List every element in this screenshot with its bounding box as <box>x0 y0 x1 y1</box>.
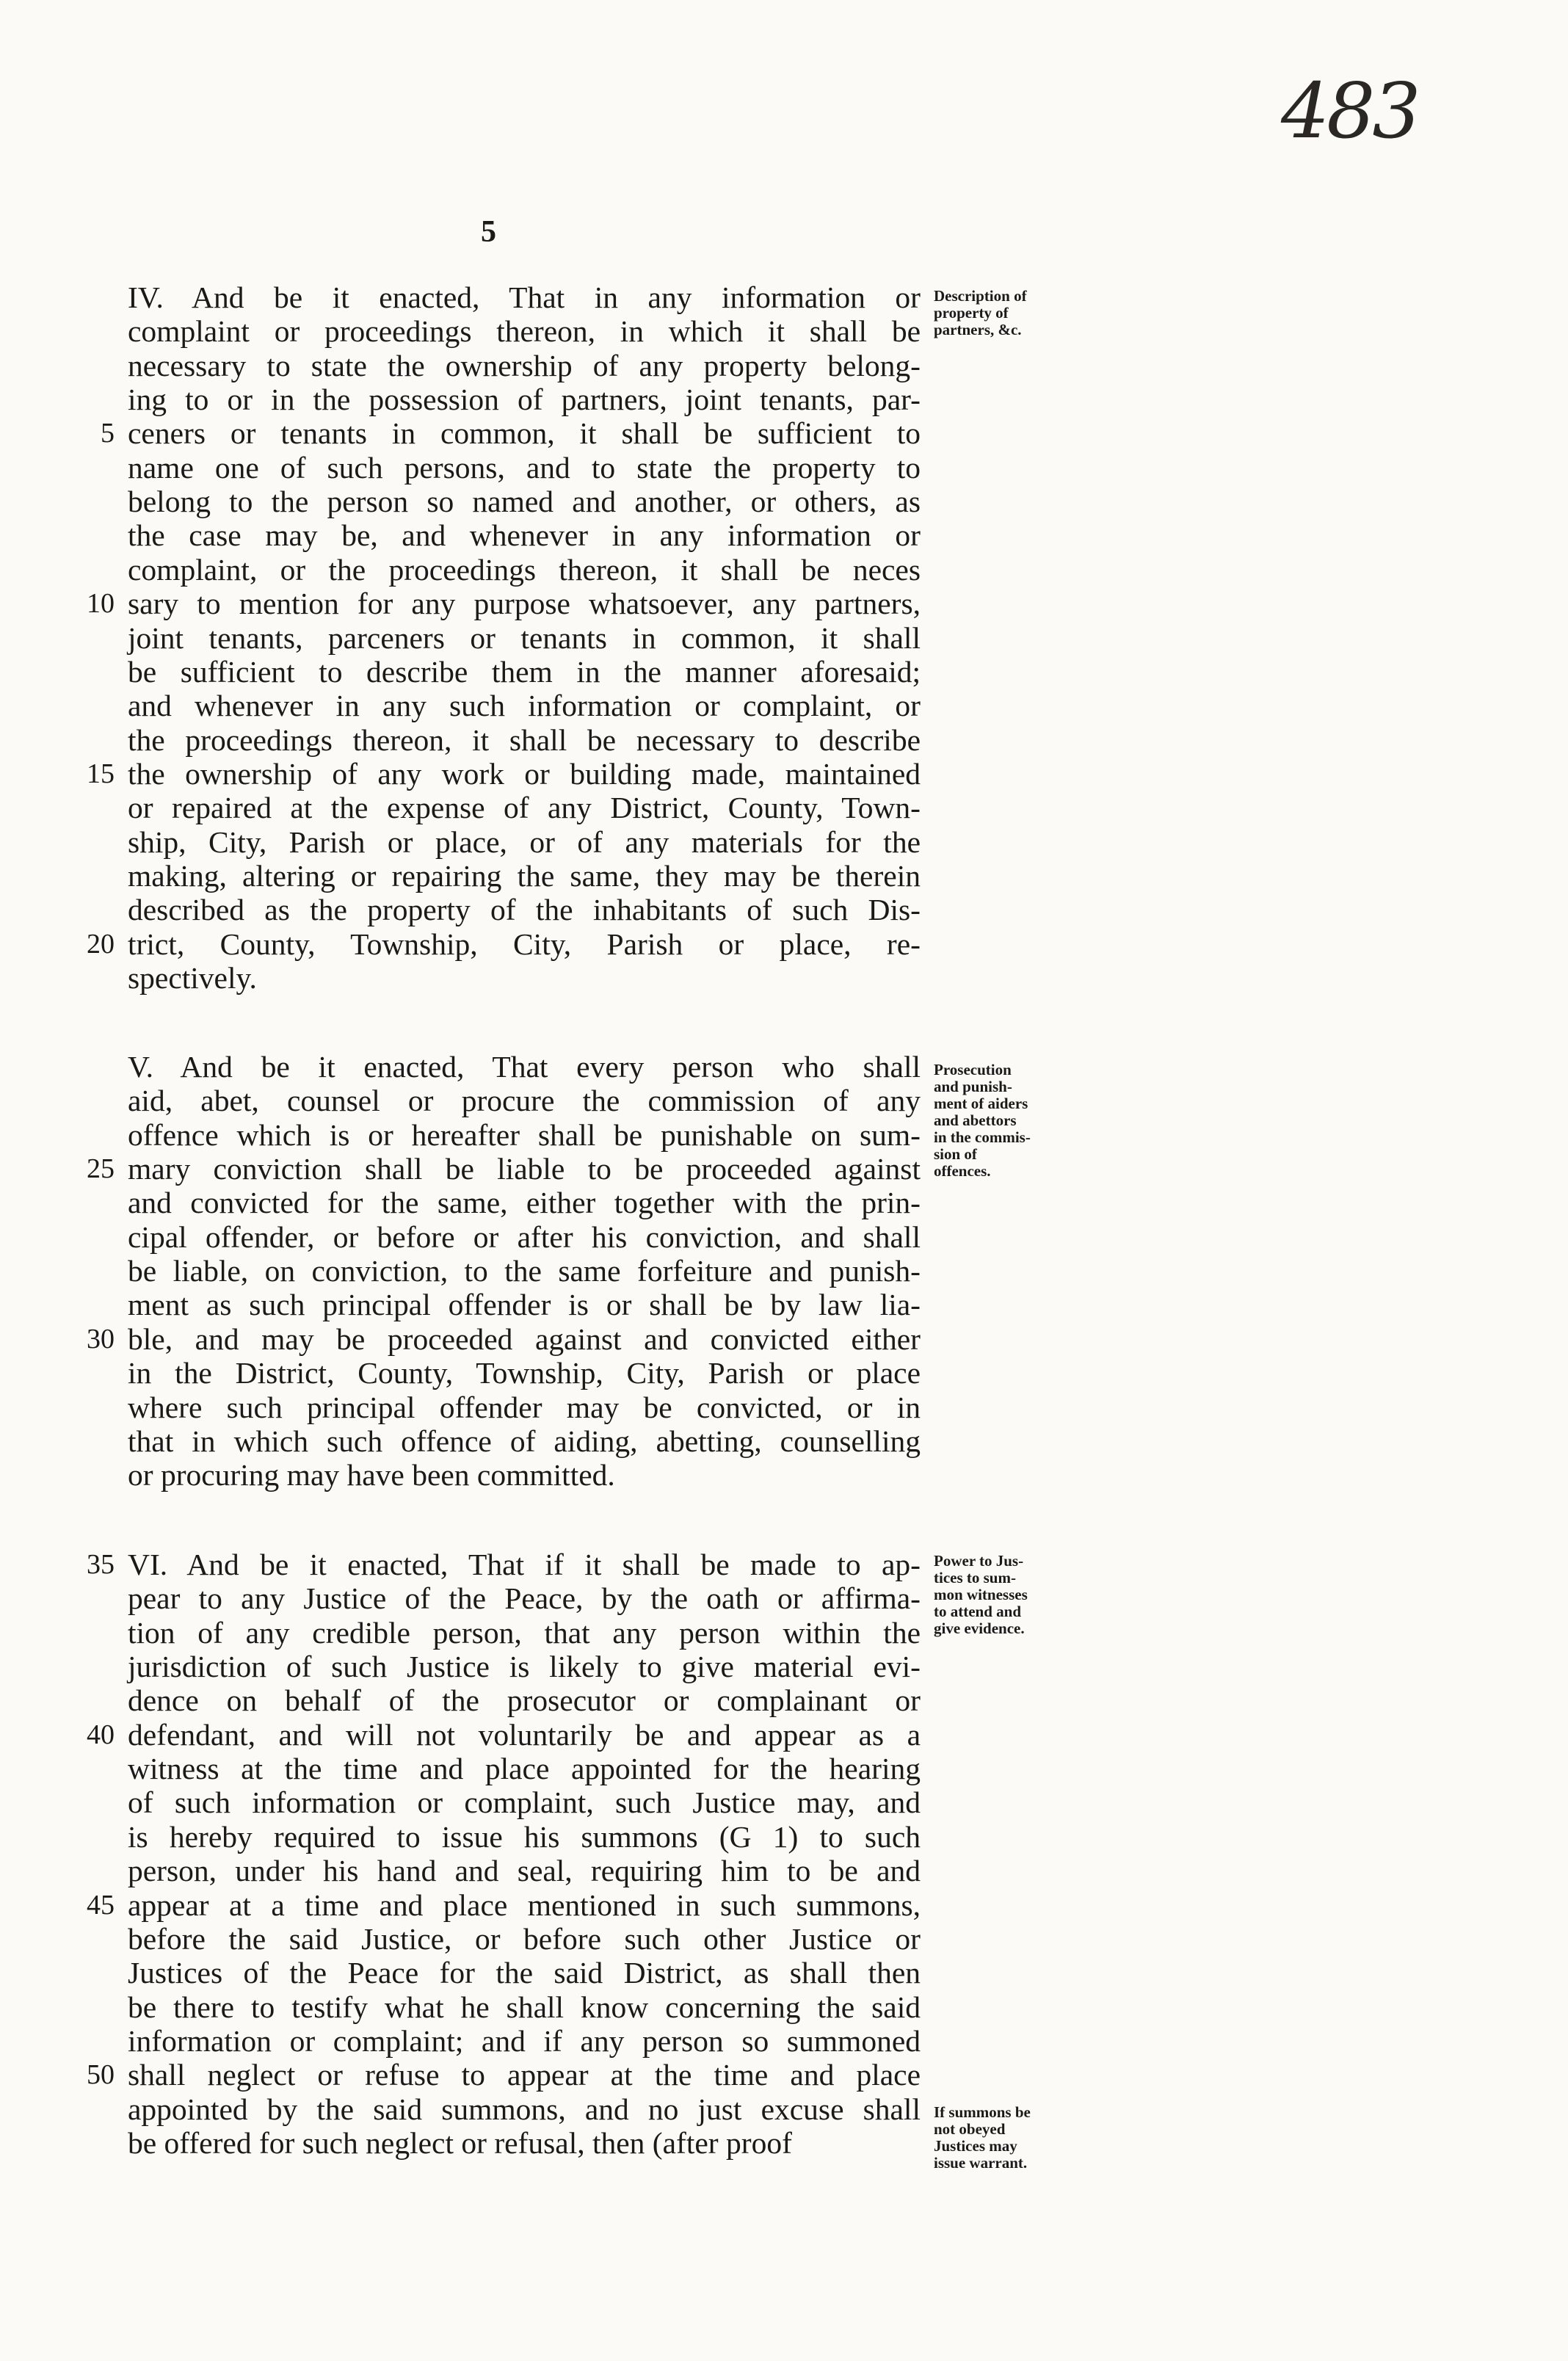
text-line: the case may be, and whenever in any information or <box>128 518 921 553</box>
text-line: before the said Justice, or before such other Justice or <box>128 1921 921 1956</box>
marginal-note-line: sion of <box>934 1145 977 1163</box>
marginal-note-line: not obeyed <box>934 2120 1006 2138</box>
marginal-note-line: offences. <box>934 1162 991 1180</box>
folio-number: 483 <box>1281 66 1418 156</box>
text-line: be sufficient to describe them in the manner aforesaid; <box>128 654 921 689</box>
marginal-note-line: Description of <box>934 287 1027 305</box>
text-line: complaint, or the proceedings thereon, it shall be neces <box>128 552 921 587</box>
text-line: appear at a time and place mentioned in such summons, <box>128 1887 921 1922</box>
text-line: person, under his hand and seal, requiring him to be and <box>128 1854 921 1888</box>
text-line: where such principal offender may be convicted, or in <box>128 1390 921 1424</box>
text-line: pear to any Justice of the Peace, by the oath or affirma- <box>128 1581 921 1616</box>
text-line: cipal offender, or before or after his conviction, and shall <box>128 1219 921 1254</box>
text-line: ceners or tenants in common, it shall be sufficient to <box>128 416 921 451</box>
text-line: ship, City, Parish or place, or of any materials for the <box>128 824 921 859</box>
marginal-note <box>934 2104 1081 2172</box>
text-line: shall neglect or refuse to appear at the time and place <box>128 2058 921 2092</box>
marginal-note-line: to attend and <box>934 1603 1022 1620</box>
text-line: tion of any credible person, that any person within the <box>128 1615 921 1650</box>
text-line: information or complaint; and if any person so summoned <box>128 2023 921 2058</box>
text-line: mary conviction shall be liable to be proceeded against <box>128 1152 921 1186</box>
marginal-note <box>934 1553 1081 1637</box>
text-line: necessary to state the ownership of any property belong- <box>128 348 921 382</box>
marginal-note-line: tices to sum- <box>934 1569 1016 1586</box>
marginal-note-line: Justices may <box>934 2137 1017 2155</box>
text-line: VI. And be it enacted, That if it shall be made to ap- <box>128 1548 921 1581</box>
line-number: 25 <box>87 1153 115 1185</box>
text-line: trict, County, Township, City, Parish or place, re- <box>128 926 921 961</box>
text-line: described as the property of the inhabitants of such Dis- <box>128 893 921 927</box>
text-line: the proceedings thereon, it shall be necessary to describe <box>128 722 921 757</box>
text-line: of such information or complaint, such Justice may, and <box>128 1785 921 1820</box>
text-line: aid, abet, counsel or procure the commission of any <box>128 1084 921 1118</box>
text-line: witness at the time and place appointed for the hearing <box>128 1752 921 1786</box>
text-line: that in which such offence of aiding, abetting, counselling <box>128 1424 921 1458</box>
text-line: Justices of the Peace for the said District, as shall then <box>128 1956 921 1990</box>
line-number: 45 <box>87 1889 115 1921</box>
text-line: be there to testify what he shall know concerning the said <box>128 1990 921 2024</box>
marginal-note-line: issue warrant. <box>934 2154 1028 2172</box>
marginal-note-line: Prosecution <box>934 1061 1012 1078</box>
text-line: or procuring may have been committed. <box>128 1458 615 1493</box>
text-line: spectively. <box>128 961 257 995</box>
text-line: IV. And be it enacted, That in any information or <box>128 280 921 314</box>
text-line: joint tenants, parceners or tenants in common, it shall <box>128 620 921 655</box>
text-line: appointed by the said summons, and no just excuse shall <box>128 2092 921 2126</box>
text-line: in the District, County, Township, City, Parish or place <box>128 1356 921 1390</box>
text-line: name one of such persons, and to state the property to <box>128 450 921 485</box>
text-line: ment as such principal offender is or shall be by law lia- <box>128 1288 921 1322</box>
marginal-note-line: Power to Jus- <box>934 1552 1024 1570</box>
text-line: defendant, and will not voluntarily be and appear as a <box>128 1717 921 1752</box>
text-line: making, altering or repairing the same, they may be therein <box>128 858 921 893</box>
line-number: 40 <box>87 1719 115 1750</box>
page-number: 5 <box>481 215 496 249</box>
line-number: 50 <box>87 2059 115 2091</box>
marginal-note-line: give evidence. <box>934 1620 1025 1637</box>
text-line: and convicted for the same, either together with the prin- <box>128 1186 921 1220</box>
text-line: is hereby required to issue his summons (G 1) to such <box>128 1819 921 1854</box>
text-line: offence which is or hereafter shall be punishable on sum- <box>128 1117 921 1152</box>
line-number: 30 <box>87 1323 115 1354</box>
marginal-note <box>934 288 1081 338</box>
text-line: the ownership of any work or building made, maintained <box>128 756 921 791</box>
text-line: jurisdiction of such Justice is likely to give material evi- <box>128 1650 921 1684</box>
marginal-note-line: ment of aiders <box>934 1095 1028 1112</box>
line-number: 20 <box>87 928 115 960</box>
line-number: 5 <box>101 418 115 449</box>
text-line: be offered for such neglect or refusal, then (after proof <box>128 2125 792 2160</box>
marginal-note-line: and abettors <box>934 1111 1017 1129</box>
marginal-note-line: partners, &c. <box>934 321 1022 338</box>
marginal-note-line: property of <box>934 304 1009 322</box>
text-line: ing to or in the possession of partners, joint tenants, par- <box>128 382 921 417</box>
line-number: 35 <box>87 1549 115 1580</box>
line-number: 15 <box>87 758 115 789</box>
text-line: sary to mention for any purpose whatsoever, any partners, <box>128 587 921 621</box>
text-line: or repaired at the expense of any District, County, Town- <box>128 791 921 825</box>
text-line: belong to the person so named and another, or others, as <box>128 485 921 519</box>
marginal-note <box>934 1062 1081 1180</box>
text-line: dence on behalf of the prosecutor or complainant or <box>128 1683 921 1718</box>
text-line: be liable, on conviction, to the same forfeiture and punish- <box>128 1254 921 1288</box>
text-line: V. And be it enacted, That every person who shall <box>128 1050 921 1084</box>
line-number: 10 <box>87 588 115 620</box>
text-line: and whenever in any such information or complaint, or <box>128 689 921 723</box>
text-line: complaint or proceedings thereon, in which it shall be <box>128 314 921 349</box>
marginal-note-line: mon witnesses <box>934 1586 1028 1603</box>
marginal-note-line: and punish- <box>934 1078 1012 1095</box>
marginal-note-line: If summons be <box>934 2103 1031 2121</box>
text-line: ble, and may be proceeded against and convicted either <box>128 1321 921 1356</box>
marginal-note-line: in the commis- <box>934 1128 1031 1146</box>
